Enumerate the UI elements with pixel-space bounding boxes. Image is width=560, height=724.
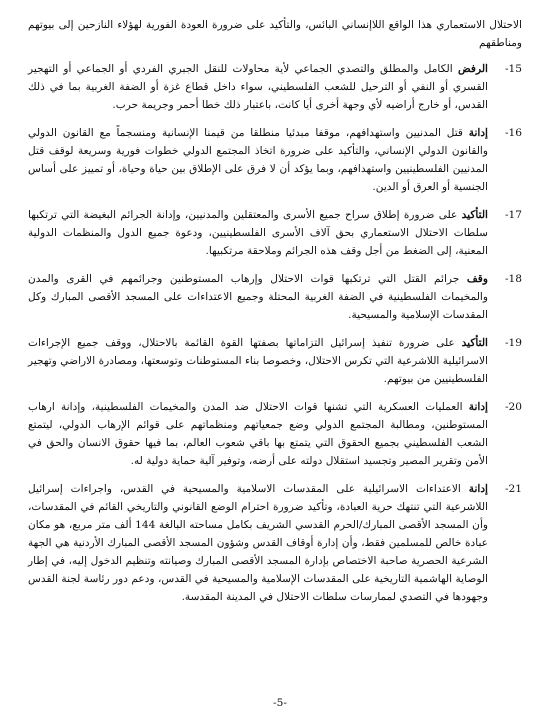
item-text: الاعتداءات الاسرائيلية على المقدسات الاسلامية والمسيحية في القدس، واجراءات إسرائيل اللاشرعية التي تنتهك حرية العبادة، وتأكيد ضرورة احترام الوضع القانوني والتاريخي القائم في المقدسات، وأن المسجد الأقصى المبارك/الحرم القدسي الشريف بكامل مساحته البالغة 144 ألف متر مربع، هو مكان عبادة خالص للمسلمين فقط، وأن إدارة أوقاف القدس وشؤون المسجد الأقصى المبارك الأردنية هي الجهة الشرعية الحصرية صاحبة الاختصاص بإدارة المسجد الأقصى المبارك وصيانته وتنظيم الدخول إليه، في إطار الوصاية الهاشمية التاريخية على المقدسات الإسلامية والمسيحية في القدس، ودعم دور رئاسة لجنة القدس وجهودها في التصدي لممارسات سلطات الاحتلال في المدينة المقدسة. (28, 483, 489, 603)
list-item (28, 398, 522, 470)
item-body (28, 480, 488, 606)
list-item (28, 124, 522, 196)
item-keyword: إدانة (468, 483, 488, 495)
intro-paragraph: الاحتلال الاستعماري هذا الواقع اللاإنساني البائس، والتأكيد على ضرورة العودة الفورية لهؤلاء النازحين إلى بيوتهم ومناطقهم (28, 19, 522, 49)
item-number: -19 (504, 337, 522, 349)
item-body (28, 124, 488, 196)
item-keyword: الرفض (457, 63, 488, 75)
item-keyword: التأكيد (461, 337, 488, 349)
item-keyword: وقف (466, 273, 488, 285)
list-item (28, 480, 522, 606)
item-number: -21 (504, 483, 522, 495)
item-text: جرائم القتل التي ترتكبها قوات الاحتلال وإرهاب المستوطنين وجرائمهم في القرى والمدن والمخيمات الفلسطينية في الضفة الغربية المحتلة وجميع الاعتداءات على المسجد الأقصى المبارك وكل المقدسات الإسلامية والمسيحية. (28, 273, 488, 321)
item-keyword: إدانة (468, 127, 488, 139)
item-body (28, 334, 488, 388)
item-text: قتل المدنيين واستهدافهم، موقفا مبدئيا منطلقا من قيمنا الإنسانية ومنسجماً مع القانون الدولي والقانون الدولي الإنساني، والتأكيد على ضرورة اتخاذ المجتمع الدولي خطوات فورية وسريعة لوقف قتل المدنيين الفلسطينيين واستهدافهم، وبما يؤكد أن لا فرق على الإطلاق بين حياة وحياة، أو تمييز على أساس الجنسية أو العرق أو الدين. (28, 127, 488, 193)
item-body (28, 398, 488, 470)
item-keyword: إدانة (468, 401, 488, 413)
item-number: -20 (504, 401, 522, 413)
list-item (28, 60, 522, 114)
item-number: -18 (504, 273, 522, 285)
item-text: على ضرورة إطلاق سراح جميع الأسرى والمعتقلين والمدنيين، وإدانة الجرائم البغيضة التي ترتكبها سلطات الاحتلال الاستعماري بحق آلاف الأسرى الفلسطينيين، ودعوة جميع الدول والمنظمات الدولية المعنية، إلى الضغط من أجل وقف هذه الجرائم وملاحقة مرتكبيها. (28, 209, 488, 257)
item-body (28, 60, 488, 114)
item-text: على ضرورة تنفيذ إسرائيل التزاماتها بصفتها القوة القائمة بالاحتلال، ووقف جميع الإجراءات الاسرائيلية اللاشرعية التي تكرس الاحتلال، وخصوصا بناء المستوطنات وتوسعتها، ومصادرة الاراضي وتهجير الفلسطينيين من بيوتهم. (28, 337, 488, 385)
item-text: الكامل والمطلق والتصدي الجماعي لأية محاولات للنقل الجبري الفردي أو الجماعي أو التهجير القسري أو النفي أو الترحيل للشعب الفلسطيني، سواء داخل قطاع غزة أو الضفة الغربية بما في ذلك القدس، أو خارج أراضيه لأي وجهة أخرى أيا كانت، باعتبار ذلك خطا أحمر وجريمة حرب. (28, 63, 488, 111)
list-item (28, 270, 522, 324)
item-number: -15 (504, 63, 522, 75)
item-number: -16 (504, 127, 522, 139)
item-text: العمليات العسكرية التي تشنها قوات الاحتلال ضد المدن والمخيمات الفلسطينية، وإدانة ارهاب المستوطنين، ومطالبة المجتمع الدولي وضع جمعياتهم ومنظماتهم على قوائم الإرهاب الدولي، ليتمتع الشعب الفلسطيني بجميع الحقوق التي يتمتع بها باقي شعوب العالم، بما فيها حقوق الانسان والحق في الأمن وتقرير المصير وتجسيد استقلال دولته على أرضه، وتوفير آلية حماية دولية له. (28, 401, 488, 467)
item-keyword: التأكيد (461, 209, 488, 221)
item-number: -17 (504, 209, 522, 221)
list-item (28, 334, 522, 388)
list-item (28, 206, 522, 260)
page-number: -5- (273, 697, 287, 709)
item-body (28, 270, 488, 324)
item-body (28, 206, 488, 260)
